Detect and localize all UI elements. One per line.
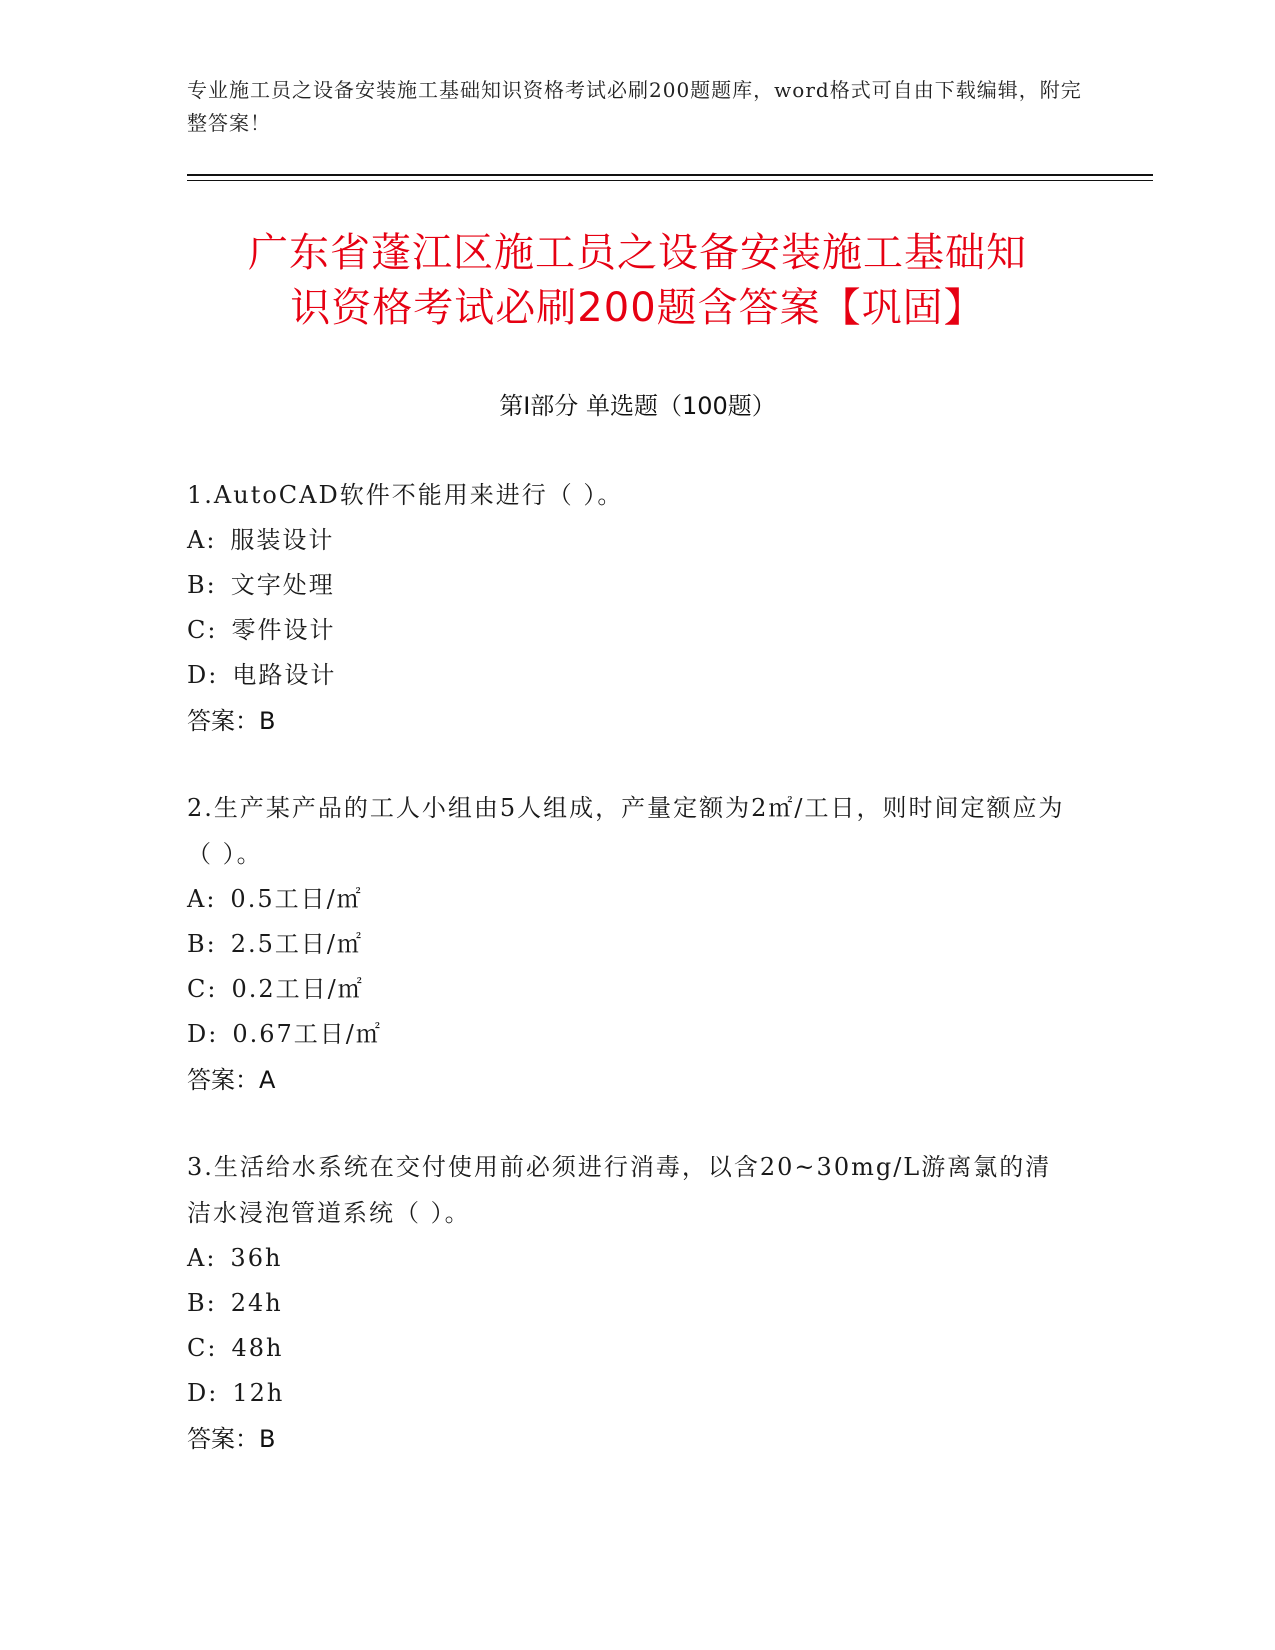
document-title	[150, 226, 1125, 336]
option-letter: A:	[187, 1244, 217, 1272]
option-letter: B:	[187, 1289, 217, 1317]
question-stem: 2.生产某产品的工人小组由5人组成，产量定额为2㎡/工日，则时间定额应为（ ）。	[187, 794, 1065, 868]
option-a	[187, 518, 1067, 563]
answer-line	[187, 1416, 1067, 1462]
answer-value: B	[259, 1425, 276, 1453]
option-letter: D:	[187, 1379, 219, 1407]
option-a	[187, 877, 1067, 922]
title-line-1: 广东省蓬江区施工员之设备安装施工基础知	[248, 230, 1027, 276]
option-d	[187, 653, 1067, 698]
option-text: 电路设计	[232, 661, 337, 689]
option-text: 0.5工日/㎡	[230, 885, 363, 913]
header-divider-thin	[187, 180, 1153, 181]
option-a	[187, 1236, 1067, 1281]
answer-line	[187, 1057, 1067, 1103]
answer-line	[187, 698, 1067, 744]
option-c	[187, 608, 1067, 653]
option-b	[187, 922, 1067, 967]
option-text: 36h	[230, 1244, 283, 1272]
header-note: 专业施工员之设备安装施工基础知识资格考试必刷200题题库，word格式可自由下载编辑，附完整答案！	[187, 78, 1082, 135]
option-text: 0.67工日/㎡	[232, 1020, 382, 1048]
option-c	[187, 1326, 1067, 1371]
option-b	[187, 1281, 1067, 1326]
option-c	[187, 967, 1067, 1012]
header-divider-thick	[187, 174, 1153, 176]
question-1	[187, 472, 1067, 744]
option-letter: A:	[187, 526, 217, 554]
option-letter: B:	[187, 930, 217, 958]
option-text: 48h	[231, 1334, 284, 1362]
option-text: 服装设计	[230, 526, 335, 554]
option-d	[187, 1371, 1067, 1416]
option-text: 0.2工日/㎡	[231, 975, 364, 1003]
question-list	[187, 472, 1067, 1503]
option-b	[187, 563, 1067, 608]
option-letter: C:	[187, 1334, 218, 1362]
question-2	[187, 785, 1067, 1103]
answer-label: 答案：	[187, 1425, 259, 1453]
question-3	[187, 1144, 1067, 1462]
answer-value: B	[259, 707, 276, 735]
option-letter: D:	[187, 661, 219, 689]
option-text: 2.5工日/㎡	[230, 930, 363, 958]
option-letter: C:	[187, 975, 218, 1003]
question-stem: 3.生活给水系统在交付使用前必须进行消毒，以含20~30mg/L游离氯的清洁水浸泡管道系统（ ）。	[187, 1153, 1052, 1227]
option-text: 文字处理	[230, 571, 335, 599]
question-stem: 1.AutoCAD软件不能用来进行（ ）。	[187, 481, 624, 509]
option-letter: C:	[187, 616, 218, 644]
option-d	[187, 1012, 1067, 1057]
answer-label: 答案：	[187, 707, 259, 735]
option-text: 24h	[230, 1289, 283, 1317]
option-text: 12h	[232, 1379, 285, 1407]
option-text: 零件设计	[231, 616, 336, 644]
title-line-2: 识资格考试必刷200题含答案【巩固】	[290, 285, 985, 331]
option-letter: D:	[187, 1020, 219, 1048]
section-heading: 第Ⅰ部分 单选题（100题）	[499, 392, 776, 420]
option-letter: A:	[187, 885, 217, 913]
answer-label: 答案：	[187, 1066, 259, 1094]
answer-value: A	[259, 1066, 276, 1094]
option-letter: B:	[187, 571, 217, 599]
